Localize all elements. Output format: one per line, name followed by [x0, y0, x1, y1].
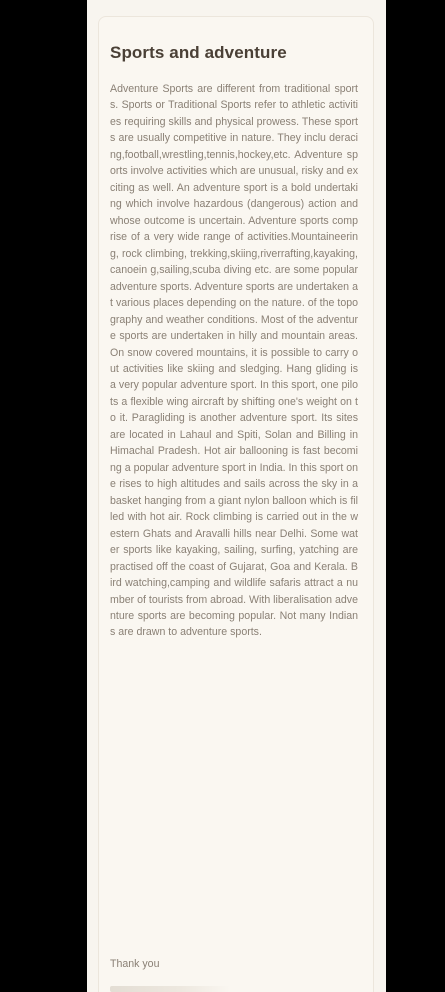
closing-text: Thank you [110, 958, 160, 970]
document-page [87, 0, 386, 992]
essay-title: Sports and adventure [110, 43, 287, 62]
cut-off-signature [110, 986, 230, 992]
essay-body: Adventure Sports are different from traditional sports. Sports or Traditional Sports refer to athletic activities requiring skills and physical prowess. These sports are usually competitive in nature. They inclu deracing,football,wrestling,tennis,hockey,etc. Adventure sports involve activities which are unusual, risky and exciting as well. An adventure sport is a bold undertaking which involve hazardous (dangerous) action and whose outcome is uncertain. Adventure sports comprise of a very wide range of activities.Mountaineering, rock climbing, trekking,skiing,riverrafting,kayaking,canoein g,sailing,scuba diving etc. are some popular adventure sports. Adventure sports are undertaken at various places depending on the nature. of the topography and weather conditions. Most of the adventure sports are undertaken in hilly and mountain areas. On snow covered mountains, it is possible to carry out activities like skiing and sledging. Hang gliding is a very popular adventure sport. In this sport, one pilots a flexible wing aircraft by shifting one's weight on to it. Paragliding is another adventure sport. Its sites are located in Lahaul and Spiti, Solan and Billing in Himachal Pradesh. Hot air ballooning is fast becoming a popular adventure sport in India. In this sport one rises to high altitudes and sails across the sky in a basket hanging from a giant nylon balloon which is filled with hot air. Rock climbing is carried out in the western Ghats and Aravalli hills near Delhi. Some water sports like kayaking, sailing, surfing, yatching are practised off the coast of Gujarat, Goa and Kerala. Bird watching,camping and wildlife safaris attract a number of tourists from abroad. With liberalisation adventure sports are becoming popular. Not many Indians are drawn to adventure sports. [110, 83, 358, 639]
